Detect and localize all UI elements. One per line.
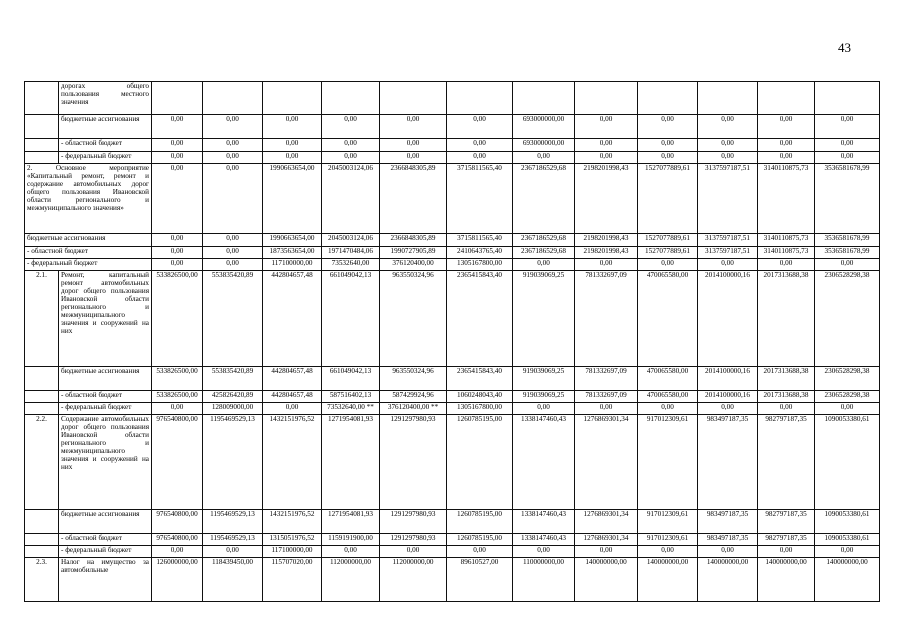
row-2-2-regional-budget [25, 534, 880, 546]
value-cell [380, 82, 447, 115]
value-cell: 112000000,00 [380, 558, 447, 602]
row-label: бюджетные ассигнования [59, 367, 152, 391]
row-number [25, 391, 59, 403]
value-cell: 1338147460,43 [513, 510, 575, 534]
row-label: - областной бюджет [59, 391, 152, 403]
value-cell: 1971470484,06 [322, 247, 380, 259]
value-cell: 1276869301,34 [575, 510, 638, 534]
row-number [25, 115, 59, 139]
value-cell: 0,00 [638, 139, 698, 152]
value-cell: 0,00 [322, 115, 380, 139]
value-cell: 0,00 [203, 259, 263, 271]
value-cell: 0,00 [758, 259, 815, 271]
value-cell: 0,00 [638, 152, 698, 164]
value-cell: 0,00 [152, 247, 203, 259]
row-label: бюджетные ассигнования [59, 510, 152, 534]
value-cell: 2365415843,40 [447, 271, 513, 367]
value-cell: 112000000,00 [322, 558, 380, 602]
value-cell: 3137597187,51 [698, 247, 758, 259]
value-cell: 781332697,09 [575, 367, 638, 391]
value-cell: 781332697,09 [575, 391, 638, 403]
value-cell: 1260785195,00 [447, 415, 513, 510]
value-cell: 2306528298,38 [815, 391, 880, 403]
row-main-budget-allocations [25, 234, 880, 247]
value-cell: 1090053380,61 [815, 510, 880, 534]
value-cell: 0,00 [513, 403, 575, 415]
row-federal-budget [25, 152, 880, 164]
row-label: - федеральный бюджет [59, 403, 152, 415]
row-number [25, 403, 59, 415]
value-cell: 0,00 [203, 152, 263, 164]
value-cell: 0,00 [575, 259, 638, 271]
value-cell: 0,00 [638, 546, 698, 558]
page-number: 43 [838, 40, 851, 55]
value-cell: 0,00 [152, 152, 203, 164]
value-cell: 917012309,61 [638, 415, 698, 510]
value-cell: 0,00 [322, 546, 380, 558]
value-cell: 2410643765,40 [447, 247, 513, 259]
value-cell: 919039069,25 [513, 367, 575, 391]
value-cell: 2367186529,68 [513, 234, 575, 247]
value-cell: 0,00 [203, 546, 263, 558]
value-cell: 1276869301,34 [575, 415, 638, 510]
value-cell: 0,00 [263, 403, 322, 415]
value-cell: 661049042,13 [322, 367, 380, 391]
value-cell: 1291297980,93 [380, 415, 447, 510]
row-label: - областной бюджет [59, 534, 152, 546]
value-cell: 1305167800,00 [447, 259, 513, 271]
value-cell: 1305167800,00 [447, 403, 513, 415]
value-cell: 982797187,35 [758, 415, 815, 510]
value-cell: 587429924,96 [380, 391, 447, 403]
value-cell: 963550324,96 [380, 367, 447, 391]
value-cell: 0,00 [152, 259, 203, 271]
value-cell: 0,00 [380, 139, 447, 152]
value-cell: 1260785195,00 [447, 510, 513, 534]
value-cell: 983497187,35 [698, 510, 758, 534]
value-cell: 3536581678,99 [815, 234, 880, 247]
row-number [25, 510, 59, 534]
value-cell: 0,00 [152, 234, 203, 247]
value-cell: 3715811565,40 [447, 164, 513, 234]
value-cell: 919039069,25 [513, 271, 575, 367]
value-cell: 115707020,00 [263, 558, 322, 602]
value-cell: 982797187,35 [758, 510, 815, 534]
value-cell: 0,00 [447, 152, 513, 164]
row-label: бюджетные ассигнования [59, 115, 152, 139]
row-2-1-federal-budget [25, 403, 880, 415]
value-cell: 470065580,00 [638, 367, 698, 391]
value-cell: 470065580,00 [638, 271, 698, 367]
value-cell: 1432151976,52 [263, 415, 322, 510]
value-cell: 533826500,00 [152, 271, 203, 367]
value-cell: 983497187,35 [698, 415, 758, 510]
value-cell: 0,00 [513, 546, 575, 558]
value-cell: 425826420,89 [203, 391, 263, 403]
value-cell: 2367186529,68 [513, 164, 575, 234]
row-main-regional-budget [25, 247, 880, 259]
value-cell [263, 82, 322, 115]
value-cell: 0,00 [698, 259, 758, 271]
row-main-activity-2 [25, 164, 880, 234]
value-cell: 1527077889,61 [638, 247, 698, 259]
value-cell: 0,00 [513, 152, 575, 164]
value-cell: 533826500,00 [152, 367, 203, 391]
value-cell: 1291297980,93 [380, 510, 447, 534]
value-cell: 1276869301,34 [575, 534, 638, 546]
row-number [25, 546, 59, 558]
value-cell: 1271954081,93 [322, 415, 380, 510]
row-label: - федеральный бюджет [25, 259, 152, 271]
value-cell: 2017313688,38 [758, 271, 815, 367]
row-label: 2. Основное мероприятие «Капитальный ремонт, ремонт и содержание автомобильных дорог общего пользования Ивановской области регионального и межмуниципального значения» [25, 164, 152, 234]
value-cell: 2365415843,40 [447, 367, 513, 391]
value-cell: 3140110875,73 [758, 234, 815, 247]
row-number: 2.1. [25, 271, 59, 367]
value-cell [152, 82, 203, 115]
value-cell: 442804657,48 [263, 391, 322, 403]
value-cell: 0,00 [203, 115, 263, 139]
row-number [25, 367, 59, 391]
value-cell: 2306528298,38 [815, 271, 880, 367]
value-cell: 1060248043,40 [447, 391, 513, 403]
value-cell: 73532640,00 [322, 259, 380, 271]
value-cell: 117100000,00 [263, 259, 322, 271]
value-cell: 1527077889,61 [638, 164, 698, 234]
value-cell: 0,00 [447, 139, 513, 152]
value-cell: 1990663654,00 [263, 164, 322, 234]
row-number: 2.2. [25, 415, 59, 510]
value-cell: 0,00 [152, 164, 203, 234]
value-cell: 1432151976,52 [263, 510, 322, 534]
value-cell: 0,00 [575, 115, 638, 139]
row-2-1-regional-budget [25, 391, 880, 403]
row-label: - федеральный бюджет [59, 152, 152, 164]
value-cell: 0,00 [575, 139, 638, 152]
row-2-2-budget-allocations [25, 510, 880, 534]
row-2-3-property-tax [25, 558, 880, 602]
value-cell: 0,00 [380, 152, 447, 164]
value-cell: 73532640,00 ** [322, 403, 380, 415]
value-cell: 3137597187,51 [698, 164, 758, 234]
value-cell: 1527077889,61 [638, 234, 698, 247]
row-label: Ремонт, капитальный ремонт автомобильных дорог общего пользования Ивановской области регионального и межмуниципального значения и сооружений на них [59, 271, 152, 367]
value-cell: 89610527,00 [447, 558, 513, 602]
value-cell: 533826500,00 [152, 391, 203, 403]
row-label: дорогах общего пользования местного значения [59, 82, 152, 115]
value-cell: 963550324,96 [380, 271, 447, 367]
value-cell: 976540800,00 [152, 510, 203, 534]
value-cell: 2367186529,68 [513, 247, 575, 259]
row-number [25, 139, 59, 152]
row-number [25, 82, 59, 115]
value-cell: 0,00 [322, 152, 380, 164]
value-cell: 126000000,00 [152, 558, 203, 602]
value-cell: 0,00 [575, 152, 638, 164]
value-cell: 917012309,61 [638, 510, 698, 534]
value-cell: 110000000,00 [513, 558, 575, 602]
value-cell: 1338147460,43 [513, 415, 575, 510]
value-cell: 2045003124,06 [322, 234, 380, 247]
value-cell: 587516402,13 [322, 391, 380, 403]
value-cell: 3137597187,51 [698, 234, 758, 247]
value-cell: 2017313688,38 [758, 367, 815, 391]
value-cell: 140000000,00 [815, 558, 880, 602]
row-number: 2.3. [25, 558, 59, 602]
value-cell: 442804657,48 [263, 271, 322, 367]
value-cell: 0,00 [815, 152, 880, 164]
value-cell: 0,00 [815, 403, 880, 415]
value-cell: 442804657,48 [263, 367, 322, 391]
value-cell: 1159191900,00 [322, 534, 380, 546]
value-cell: 3536581678,99 [815, 164, 880, 234]
value-cell: 661049042,13 [322, 271, 380, 367]
value-cell: 0,00 [152, 115, 203, 139]
value-cell: 0,00 [380, 546, 447, 558]
value-cell: 0,00 [575, 546, 638, 558]
value-cell: 1990727905,89 [380, 247, 447, 259]
value-cell: 0,00 [758, 139, 815, 152]
value-cell: 140000000,00 [575, 558, 638, 602]
value-cell: 1338147460,43 [513, 534, 575, 546]
row-number [25, 152, 59, 164]
value-cell: 0,00 [513, 259, 575, 271]
row-2-2-federal-budget [25, 546, 880, 558]
value-cell: 2198201998,43 [575, 234, 638, 247]
value-cell [203, 82, 263, 115]
value-cell: 0,00 [758, 403, 815, 415]
value-cell: 2017313688,38 [758, 391, 815, 403]
value-cell: 2045003124,06 [322, 164, 380, 234]
value-cell: 781332697,09 [575, 271, 638, 367]
value-cell: 1271954081,93 [322, 510, 380, 534]
value-cell: 0,00 [698, 403, 758, 415]
value-cell: 0,00 [380, 115, 447, 139]
row-label: бюджетные ассигнования [25, 234, 152, 247]
value-cell: 3140110875,73 [758, 164, 815, 234]
value-cell: 2366848305,89 [380, 234, 447, 247]
value-cell: 0,00 [575, 403, 638, 415]
value-cell [322, 82, 380, 115]
row-budget-allocations [25, 115, 880, 139]
value-cell: 2306528298,38 [815, 367, 880, 391]
row-label: - федеральный бюджет [59, 546, 152, 558]
value-cell: 2014100000,16 [698, 367, 758, 391]
value-cell: 0,00 [152, 403, 203, 415]
value-cell: 693000000,00 [513, 139, 575, 152]
value-cell: 0,00 [447, 546, 513, 558]
row-main-federal-budget [25, 259, 880, 271]
value-cell: 917012309,61 [638, 534, 698, 546]
value-cell: 982797187,35 [758, 534, 815, 546]
value-cell: 0,00 [638, 259, 698, 271]
value-cell: 2366848305,89 [380, 164, 447, 234]
row-2-2-maintenance [25, 415, 880, 510]
value-cell: 976540800,00 [152, 415, 203, 510]
value-cell [447, 82, 513, 115]
value-cell: 0,00 [698, 115, 758, 139]
value-cell: 2198201998,43 [575, 247, 638, 259]
value-cell: 553835420,89 [203, 367, 263, 391]
value-cell: 1090053380,61 [815, 415, 880, 510]
value-cell: 0,00 [447, 115, 513, 139]
value-cell: 0,00 [203, 247, 263, 259]
value-cell: 0,00 [263, 152, 322, 164]
value-cell [638, 82, 698, 115]
value-cell [815, 82, 880, 115]
value-cell: 3715811565,40 [447, 234, 513, 247]
row-label: - областной бюджет [25, 247, 152, 259]
value-cell: 553835420,89 [203, 271, 263, 367]
value-cell: 1090053380,61 [815, 534, 880, 546]
value-cell: 0,00 [815, 115, 880, 139]
value-cell [575, 82, 638, 115]
value-cell: 0,00 [152, 139, 203, 152]
value-cell: 1873563654,00 [263, 247, 322, 259]
row-label: Содержание автомобильных дорог общего пользования Ивановской области регионального и межмуниципального значения и сооружений на них [59, 415, 152, 510]
value-cell: 0,00 [758, 152, 815, 164]
value-cell: 0,00 [322, 139, 380, 152]
value-cell: 128009000,00 [203, 403, 263, 415]
value-cell [698, 82, 758, 115]
value-cell: 0,00 [203, 234, 263, 247]
row-2-1-repair [25, 271, 880, 367]
value-cell: 983497187,35 [698, 534, 758, 546]
value-cell: 0,00 [698, 152, 758, 164]
value-cell: 1990663654,00 [263, 234, 322, 247]
value-cell: 0,00 [203, 139, 263, 152]
row-2-1-budget-allocations [25, 367, 880, 391]
value-cell: 0,00 [758, 115, 815, 139]
value-cell: 0,00 [638, 115, 698, 139]
value-cell: 0,00 [698, 546, 758, 558]
value-cell: 1195469529,13 [203, 534, 263, 546]
value-cell: 0,00 [815, 259, 880, 271]
value-cell: 3140110875,73 [758, 247, 815, 259]
value-cell: 140000000,00 [638, 558, 698, 602]
value-cell: 693000000,00 [513, 115, 575, 139]
value-cell: 0,00 [815, 546, 880, 558]
value-cell: 1195469529,13 [203, 415, 263, 510]
value-cell [758, 82, 815, 115]
value-cell: 2014100000,16 [698, 271, 758, 367]
value-cell: 117100000,00 [263, 546, 322, 558]
value-cell: 376120400,00 [380, 259, 447, 271]
row-number [25, 534, 59, 546]
value-cell: 2014100000,16 [698, 391, 758, 403]
value-cell: 0,00 [815, 139, 880, 152]
value-cell: 1315051976,52 [263, 534, 322, 546]
value-cell: 0,00 [203, 164, 263, 234]
value-cell: 1260785195,00 [447, 534, 513, 546]
row-regional-budget [25, 139, 880, 152]
value-cell: 0,00 [638, 403, 698, 415]
value-cell: 0,00 [152, 546, 203, 558]
value-cell: 919039069,25 [513, 391, 575, 403]
value-cell: 140000000,00 [758, 558, 815, 602]
row-continued-local-roads [25, 82, 880, 115]
value-cell: 1195469529,13 [203, 510, 263, 534]
row-label: Налог на имущество за автомобильные [59, 558, 152, 602]
value-cell: 3536581678,99 [815, 247, 880, 259]
value-cell: 140000000,00 [698, 558, 758, 602]
value-cell: 118439450,00 [203, 558, 263, 602]
value-cell: 976540800,00 [152, 534, 203, 546]
value-cell: 376120400,00 ** [380, 403, 447, 415]
value-cell: 0,00 [263, 139, 322, 152]
value-cell: 0,00 [758, 546, 815, 558]
row-label: - областной бюджет [59, 139, 152, 152]
value-cell: 1291297980,93 [380, 534, 447, 546]
budget-table [24, 81, 880, 602]
value-cell: 0,00 [263, 115, 322, 139]
value-cell: 0,00 [698, 139, 758, 152]
value-cell [513, 82, 575, 115]
value-cell: 2198201998,43 [575, 164, 638, 234]
value-cell: 470065580,00 [638, 391, 698, 403]
